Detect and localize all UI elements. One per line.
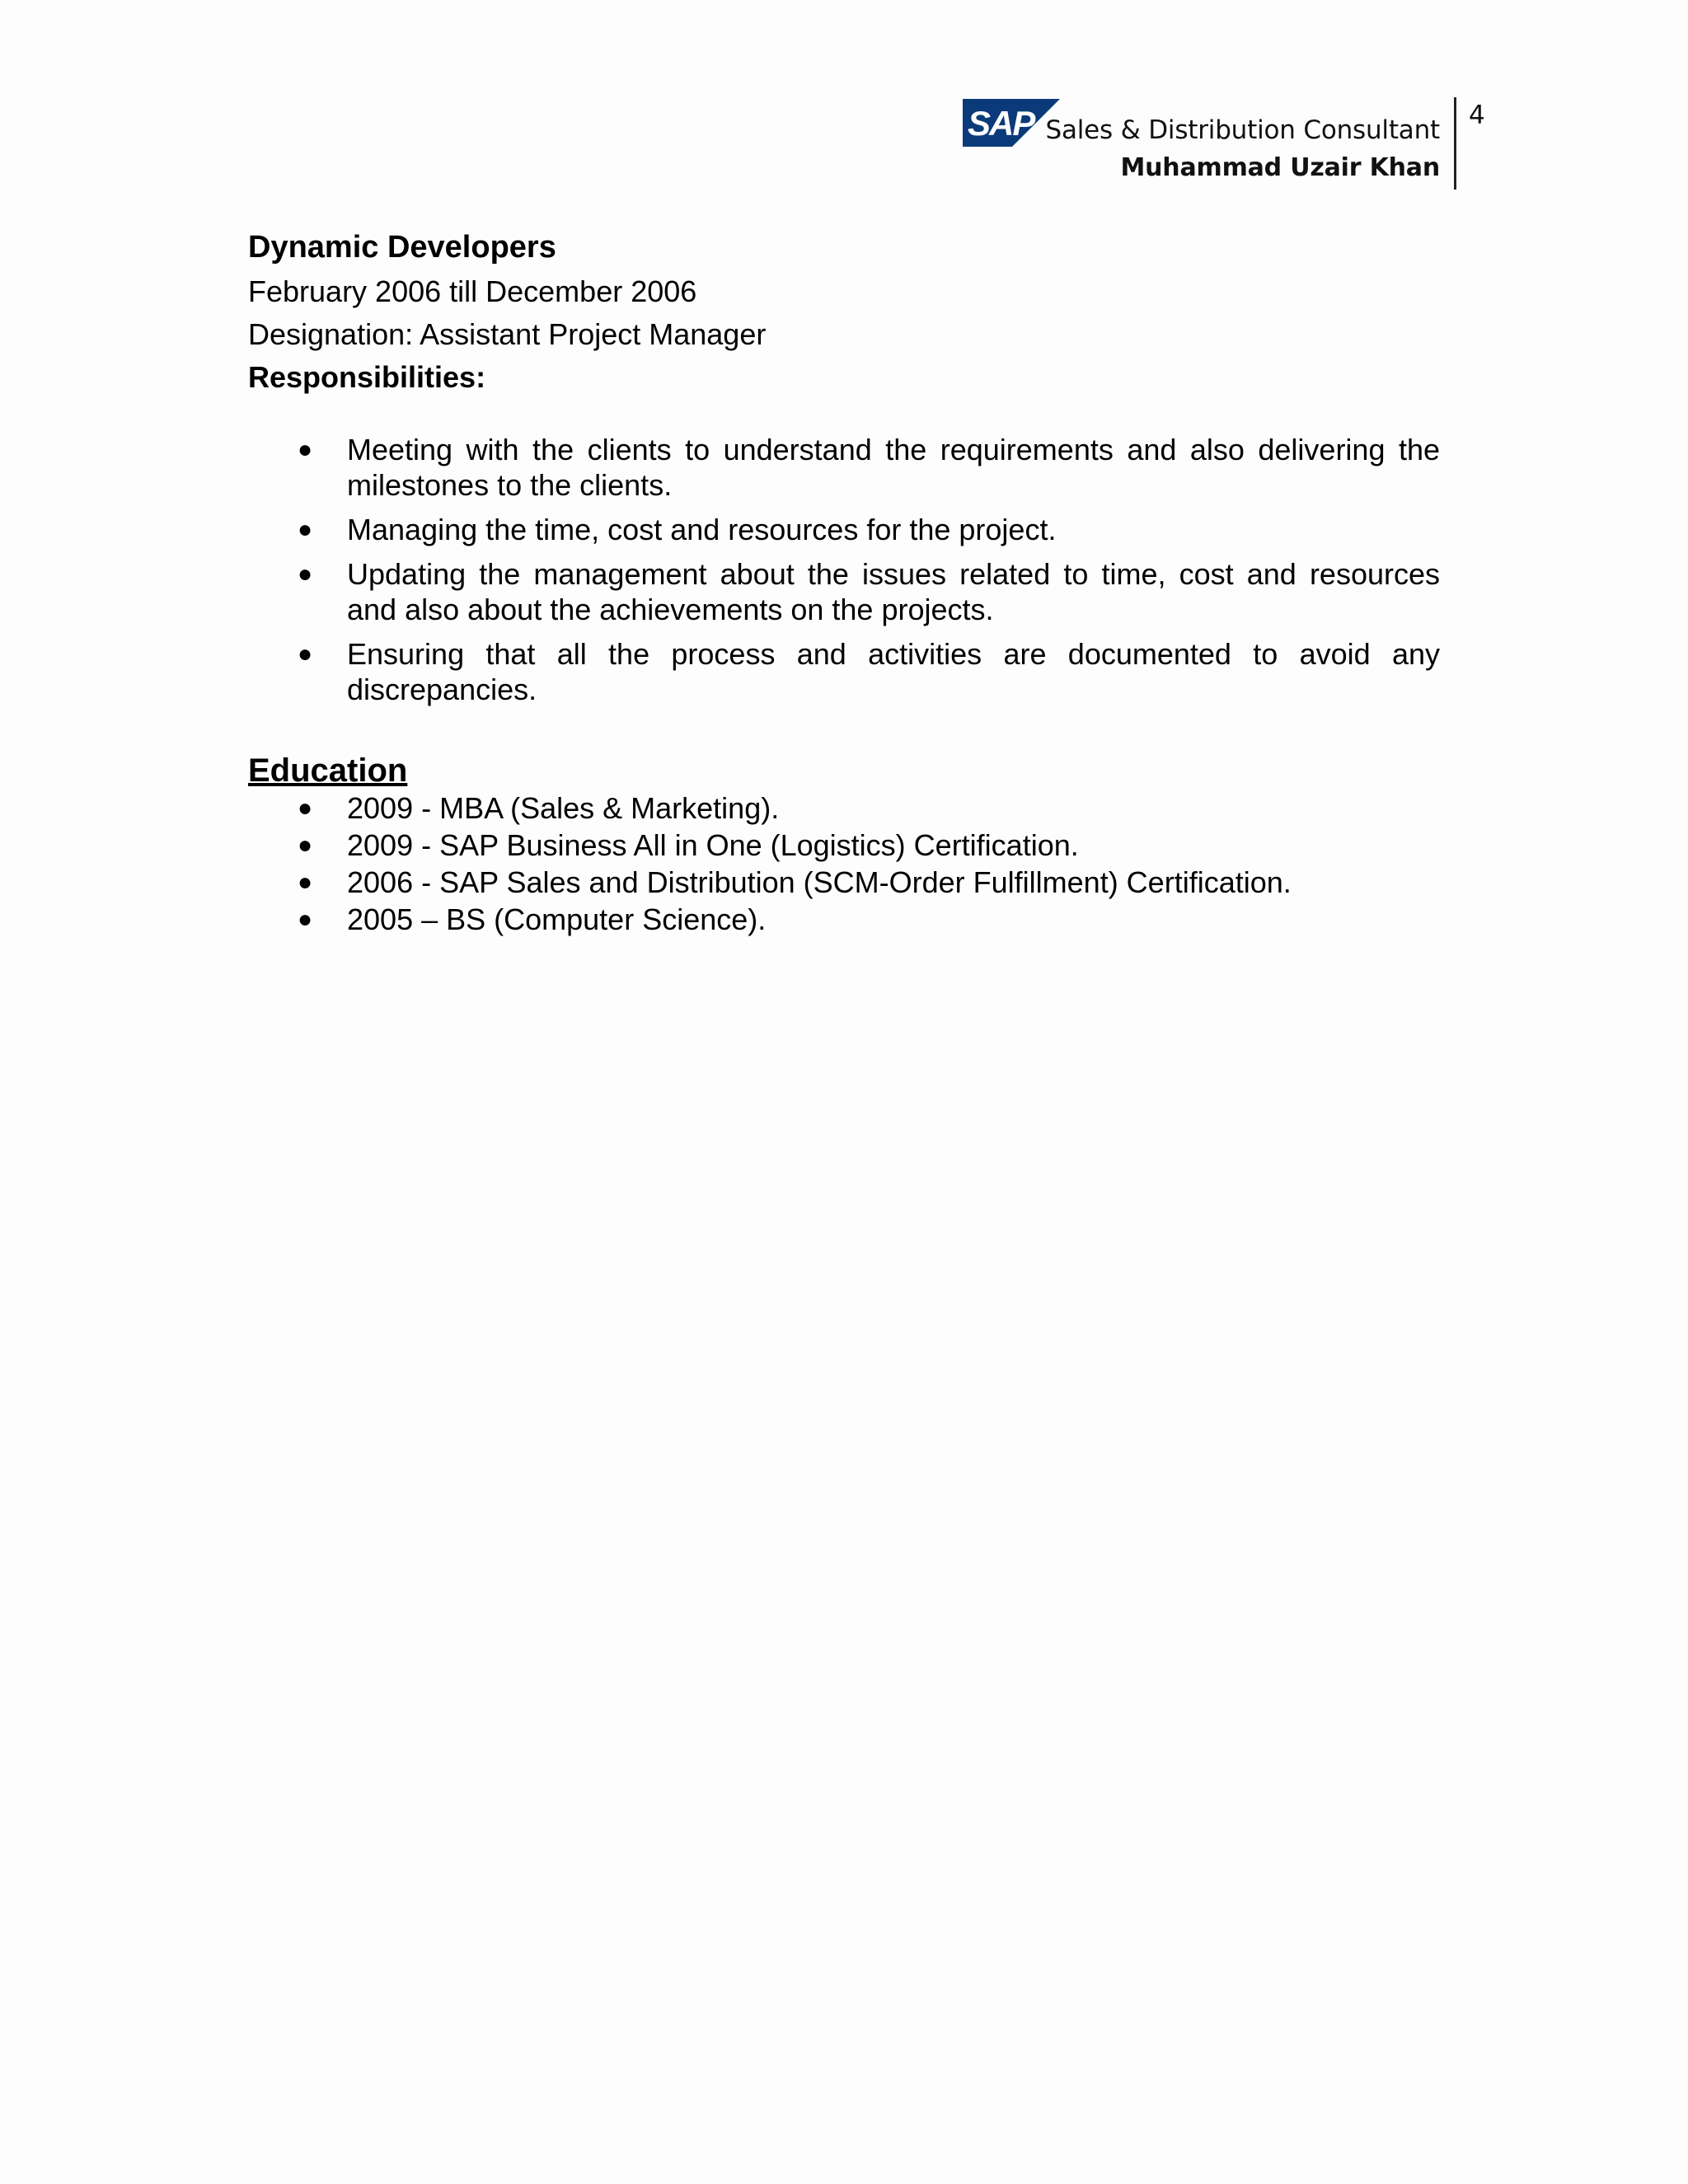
list-item	[248, 512, 1440, 547]
list-item-text: 2005 – BS (Computer Science).	[347, 902, 767, 936]
responsibilities-list	[248, 432, 1440, 707]
bullet-icon: ●	[298, 832, 313, 859]
bullet-icon: ●	[298, 906, 313, 933]
list-item	[248, 864, 1440, 901]
resume-content	[248, 224, 1440, 938]
education-heading: Education	[248, 752, 408, 789]
list-item	[248, 901, 1440, 938]
header-divider	[1454, 97, 1456, 190]
list-item-text: Updating the management about the issues related to time, cost and resources and also about the achievements on the projects.	[347, 557, 1440, 626]
list-item-text: 2009 - SAP Business All in One (Logistics) Certification.	[347, 828, 1079, 862]
list-item-text: Ensuring that all the process and activities are documented to avoid any discrepancies.	[347, 637, 1440, 706]
list-item-text: 2006 - SAP Sales and Distribution (SCM-Order Fulfillment) Certification.	[347, 865, 1292, 899]
list-item	[248, 556, 1440, 627]
list-item-text: Managing the time, cost and resources for the project.	[347, 513, 1057, 546]
bullet-icon: ●	[298, 436, 313, 463]
bullet-icon: ●	[298, 516, 313, 543]
bullet-icon: ●	[298, 794, 313, 822]
list-item	[248, 827, 1440, 864]
svg-text:SAP: SAP	[968, 104, 1034, 143]
employment-period: February 2006 till December 2006	[248, 274, 697, 308]
list-item-text: Meeting with the clients to understand the requirements and also delivering the milestones to the clients.	[347, 433, 1440, 502]
bullet-icon: ●	[298, 560, 313, 588]
page-number: 4	[1469, 101, 1485, 130]
bullet-icon: ●	[298, 869, 313, 896]
list-item	[248, 432, 1440, 503]
company-name: Dynamic Developers	[248, 230, 556, 265]
list-item	[248, 636, 1440, 707]
list-item	[248, 790, 1440, 827]
header-person-name: Muhammad Uzair Khan	[1120, 153, 1440, 182]
education-list	[248, 790, 1440, 938]
designation: Designation: Assistant Project Manager	[248, 317, 767, 351]
bullet-icon: ●	[298, 640, 313, 668]
list-item-text: 2009 - MBA (Sales & Marketing).	[347, 791, 780, 825]
page-header	[956, 97, 1451, 190]
responsibilities-label: Responsibilities:	[248, 360, 486, 394]
header-job-title: Sales & Distribution Consultant	[1045, 115, 1440, 145]
